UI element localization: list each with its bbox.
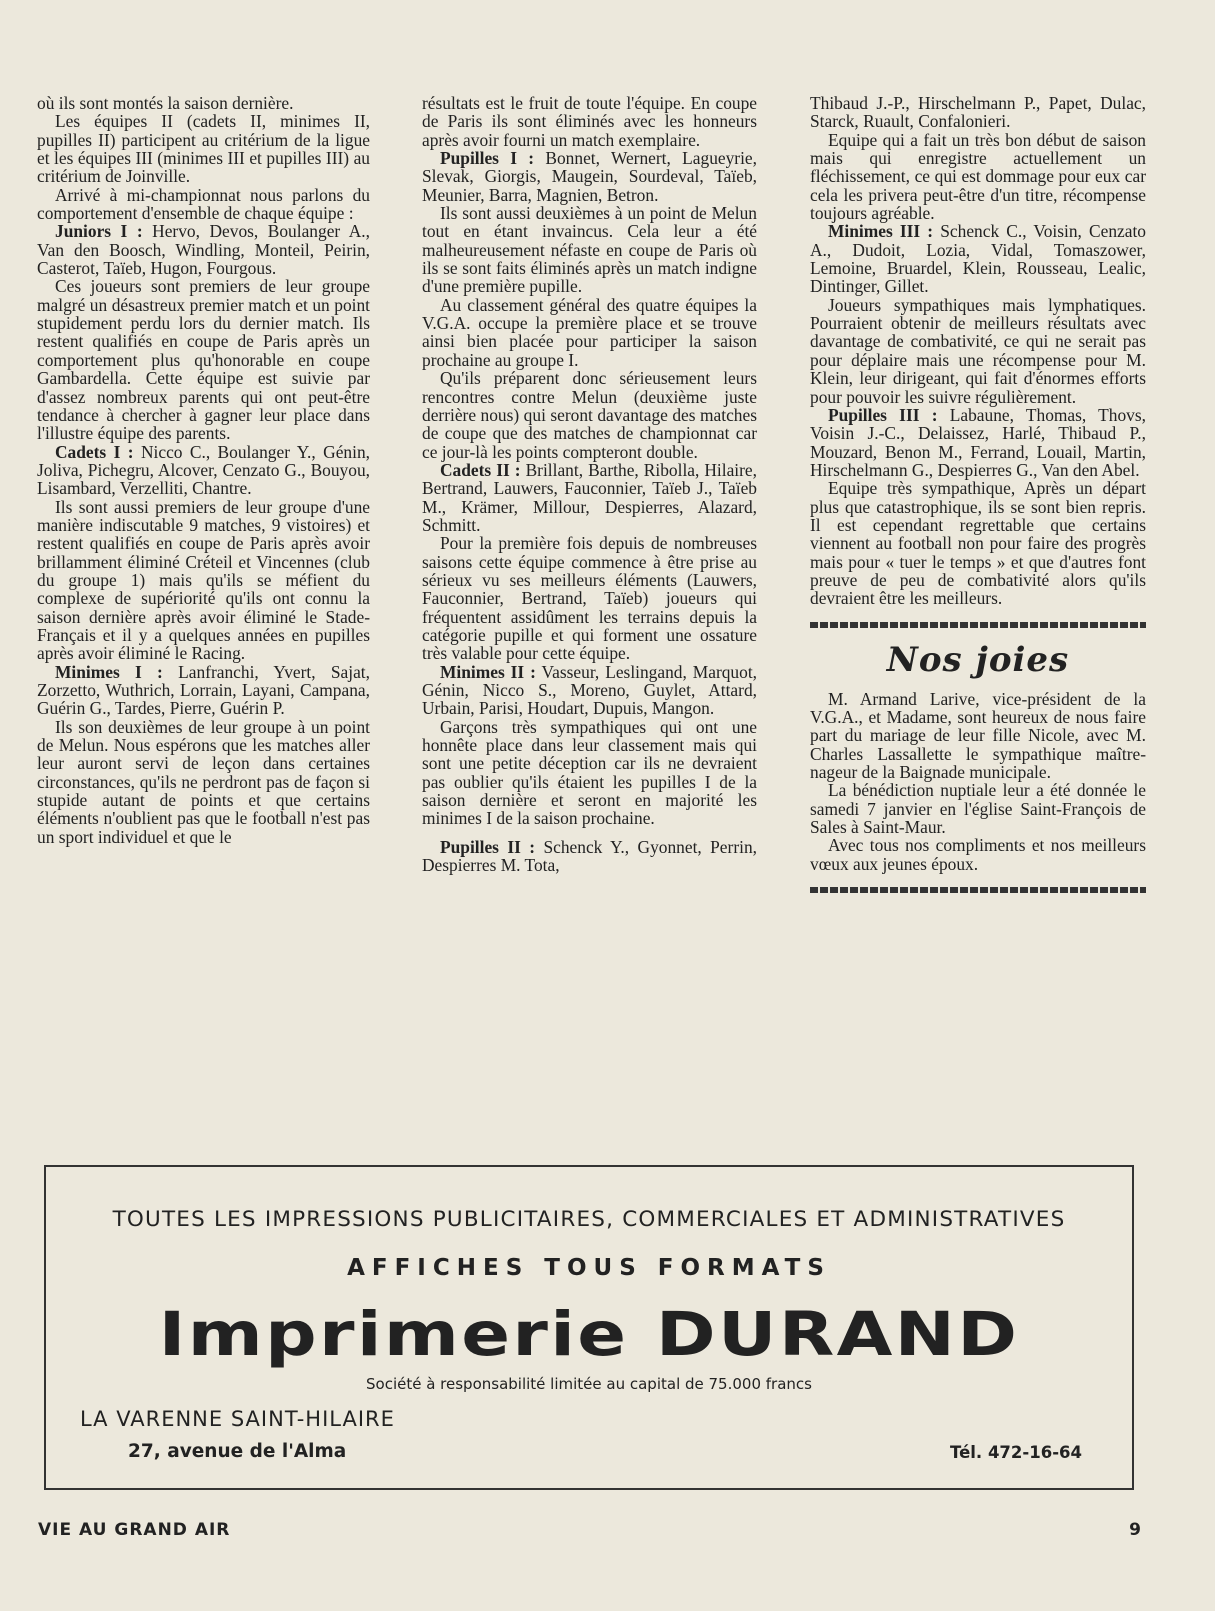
paragraph-text: Arrivé à mi-championnat nous parlons du comportement d'ensemble de chaque équipe : [37,184,370,224]
article-paragraph [422,534,757,662]
article-paragraph [37,94,370,112]
ad-company-name: Imprimerie DURAND [158,1299,1020,1370]
ad-address: 27, avenue de l'Alma [128,1441,347,1462]
team-label: Pupilles II : [440,836,536,857]
team-label: Cadets II : [440,459,521,480]
paragraph-text: Garçons très sympathiques qui ont une honnête place dans leur classement mais qui sont une petite déception car ils ne devraient pas oublier qu'ils étaient les pupilles I de la saison dernière et seront en majorité les minimes I de la saison prochaine. [422,716,757,829]
article-paragraph [37,186,370,223]
article-paragraph [37,277,370,442]
article-column-1 [37,94,370,846]
article-paragraph [810,94,1146,131]
team-label: Pupilles III : [828,404,938,425]
paragraph-text: Ils son deuxièmes de leur groupe à un point de Melun. Nous espérons que les matches aller leur auront servi de leçon dans certaines circonstances, qu'ils ne perdront pas de façon si stupide autant de points et que certains éléments n'oublient pas que le football n'est pas un sport individuel et que le [37,716,370,847]
ad-legal-line: Société à responsabilité limitée au capital de 75.000 francs [366,1375,812,1393]
paragraph-text: Joueurs sympathiques mais lymphatiques. Pourraient obtenir de meilleurs résultats avec davantage de combativité, ce qui ne serait pas pour déplaire mais une récompense pour M. Klein, leur dirigeant, qui fait d'énormes efforts pour pouvoir les suivre régulièrement. [810,294,1146,407]
paragraph-text: Schenck Y., Gyonnet, Perrin, Despierres M. Tota, [422,836,757,876]
paragraph-text: Au classement général des quatre équipes la V.G.A. occupe la première place et se trouve ainsi bien placée pour participer la saison prochaine au groupe I. [422,294,757,370]
paragraph-text: Bonnet, Wernert, Lagueyrie, Slevak, Giorgis, Maugein, Sourdeval, Taïeb, Meunier, Barra, Magnien, Betron. [422,148,757,205]
team-label: Minimes I : [55,661,163,682]
team-label: Juniors I : [55,221,143,242]
page-number: 9 [1129,1520,1141,1540]
paragraph-text: Hervo, Devos, Boulanger A., Van den Boosch, Windling, Monteil, Peirin, Casterot, Taïeb, Hugon, Fourgous. [37,221,371,279]
team-label: Minimes III : [828,221,934,242]
article-paragraph [422,718,757,828]
joies-heading: Nos joies [886,639,1070,680]
paragraph-text: Pour la première fois depuis de nombreuses saisons cette équipe commence à être prise au sérieux vu ses meilleurs éléments (Lauwers, Fauconnier, Bertrand, Taïeb) joueurs qui fréquentent assidûment les terrains depuis la catégorie pupille et qui forment une ossature très valable pour cette équipe. [422,533,757,664]
article-paragraph [422,461,757,534]
printer-advertisement [44,1165,1134,1490]
article-paragraph [422,204,757,296]
paragraph-text: Schenck C., Voisin, Cenzato A., Dudoit, Lozia, Vidal, Tomaszower, Lemoine, Bruardel, Klein, Rousseau, Lealic, Dintinger, Gillet. [810,221,1146,297]
article-paragraph [422,838,757,875]
article-paragraph [810,222,1146,295]
ad-posters-line: AFFICHES TOUS FORMATS [347,1255,831,1281]
paragraph-text: Lanfranchi, Yvert, Sajat, Zorzetto, Wuthrich, Lorrain, Layani, Campana, Guérin G., Tardes, Pierre, Guérin P. [37,661,370,719]
paragraph-text: Ils sont aussi deuxièmes à un point de Melun tout en étant invaincus. Cela leur a été malheureusement néfaste en coupe de Paris où ils se sont faits éliminés après un match indigne d'une première pupille. [422,203,757,297]
article-paragraph [37,443,370,498]
article-column-2 [422,94,757,874]
paragraph-text: Ils sont aussi premiers de leur groupe d'une manière indiscutable 9 matches, 9 vistoires) et restent qualifiés en coupe de Paris après avoir brillamment éliminé Créteil et Vincennes (club du groupe 1) mais qu'ils se méfient du complexe de supériorité qu'ils ont connu la saison dernière après avoir éliminé le Stade-Français et il y a quelques années en pupilles après avoir éliminé le Racing. [37,496,370,664]
ad-services-line: TOUTES LES IMPRESSIONS PUBLICITAIRES, COMMERCIALES ET ADMINISTRATIVES [112,1207,1066,1232]
column-3-body [810,94,1146,608]
paragraph-text: Ces joueurs sont premiers de leur groupe malgré un désastreux premier match et un point stupidement perdu lors du dernier match. Ils restent qualifiés en coupe de Paris après un comportement plus qu'honorable en coupe Gambardella. Cette équipe est suivie par d'assez nombreux parents qui ont peut-être tendance à chercher à gagner leur place dans l'illustre équipe des parents. [37,276,370,444]
paragraph-text: Nicco C., Boulanger Y., Génin, Joliva, Pichegru, Alcover, Cenzato G., Bouyou, Lisambard, Verzelliti, Chantre. [37,441,370,499]
paragraph-text: où ils sont montés la saison dernière. [37,93,294,113]
ad-town: LA VARENNE SAINT-HILAIRE [80,1407,395,1431]
joies-paragraph: M. Armand Larive, vice-président de la V.G.A., et Madame, sont heureux de nous faire part du mariage de leur fille Nicole, avec M. Charles Lassallette le sympathique maître-nageur de la Baignade municipale. [810,688,1146,782]
joies-paragraph: Avec tous nos compliments et nos meilleurs vœux aux jeunes époux. [810,835,1146,874]
article-paragraph [37,222,370,277]
team-label: Pupilles I : [440,148,535,169]
article-paragraph [810,406,1146,479]
article-column-3 [810,94,1146,903]
paragraph-text: Equipe très sympathique, Après un départ plus que catastrophique, ils se sont bien repris. Il est cependant regrettable que certains viennent au football non pour faire des progrès mais pour « tuer le temps » et que d'autres font preuve de peu de combativité alors qu'ils devraient être les meilleurs. [810,478,1146,609]
paragraph-text: Vasseur, Leslingand, Marquot, Génin, Nicco S., Moreno, Guylet, Attard, Urbain, Parisi, Houdart, Dupuis, Mangon. [422,661,757,719]
article-paragraph [422,663,757,718]
ad-phone: Tél. 472-16-64 [950,1443,1082,1462]
article-paragraph [422,369,757,461]
magazine-title: VIE AU GRAND AIR [38,1520,231,1540]
paragraph-text: Les équipes II (cadets II, minimes II, pupilles II) participent au critérium de la ligue et les équipes III (minimes III et pupilles III) au critérium de Joinville. [37,111,370,187]
paragraph-text: Equipe qui a fait un très bon début de saison mais qui enregistre actuellement un fléchissement, ce qui est dommage pour eux car cela les privera peut-être d'un titre, récompense toujours agréable. [810,129,1146,224]
article-paragraph [37,663,370,718]
paragraph-text: Thibaud J.-P., Hirschelmann P., Papet, Dulac, Starck, Ruault, Confalonieri. [810,93,1146,132]
team-label: Cadets I : [55,441,134,462]
paragraph-text: résultats est le fruit de toute l'équipe. En coupe de Paris ils sont éliminés avec les honneurs après avoir fourni un match exemplaire. [422,93,757,150]
team-label: Minimes II : [440,661,536,682]
dashed-divider-bottom [810,887,1146,893]
article-paragraph [422,94,757,149]
article-paragraph [810,296,1146,406]
article-paragraph [37,718,370,846]
paragraph-text: Brillant, Barthe, Ribolla, Hilaire, Bertrand, Lauwers, Fauconnier, Taïeb J., Taïeb M., Krämer, Millour, Despierres, Alazard, Schmitt. [422,459,757,535]
dashed-divider-top [810,622,1146,628]
joies-paragraph: La bénédiction nuptiale leur a été donnée le samedi 7 janvier en l'église Saint-François de Sales à Saint-Maur. [810,780,1146,838]
paragraph-text: Qu'ils préparent donc sérieusement leurs rencontres contre Melun (deuxième juste derrière nous) qui seront davantage des matches de coupe que des matches de championnat car ce jour-là les points compteront double. [422,368,757,462]
article-paragraph [422,149,757,204]
article-paragraph [810,479,1146,607]
article-paragraph [37,112,370,185]
article-paragraph [422,296,757,369]
paragraph-text: Labaune, Thomas, Thovs, Voisin J.-C., Delaissez, Harlé, Thibaud P., Mouzard, Benon M., Ferrand, Louail, Martin, Hirschelmann G., Despierres G., Van den Abel. [810,404,1146,480]
article-paragraph [810,131,1146,223]
article-paragraph [37,498,370,663]
